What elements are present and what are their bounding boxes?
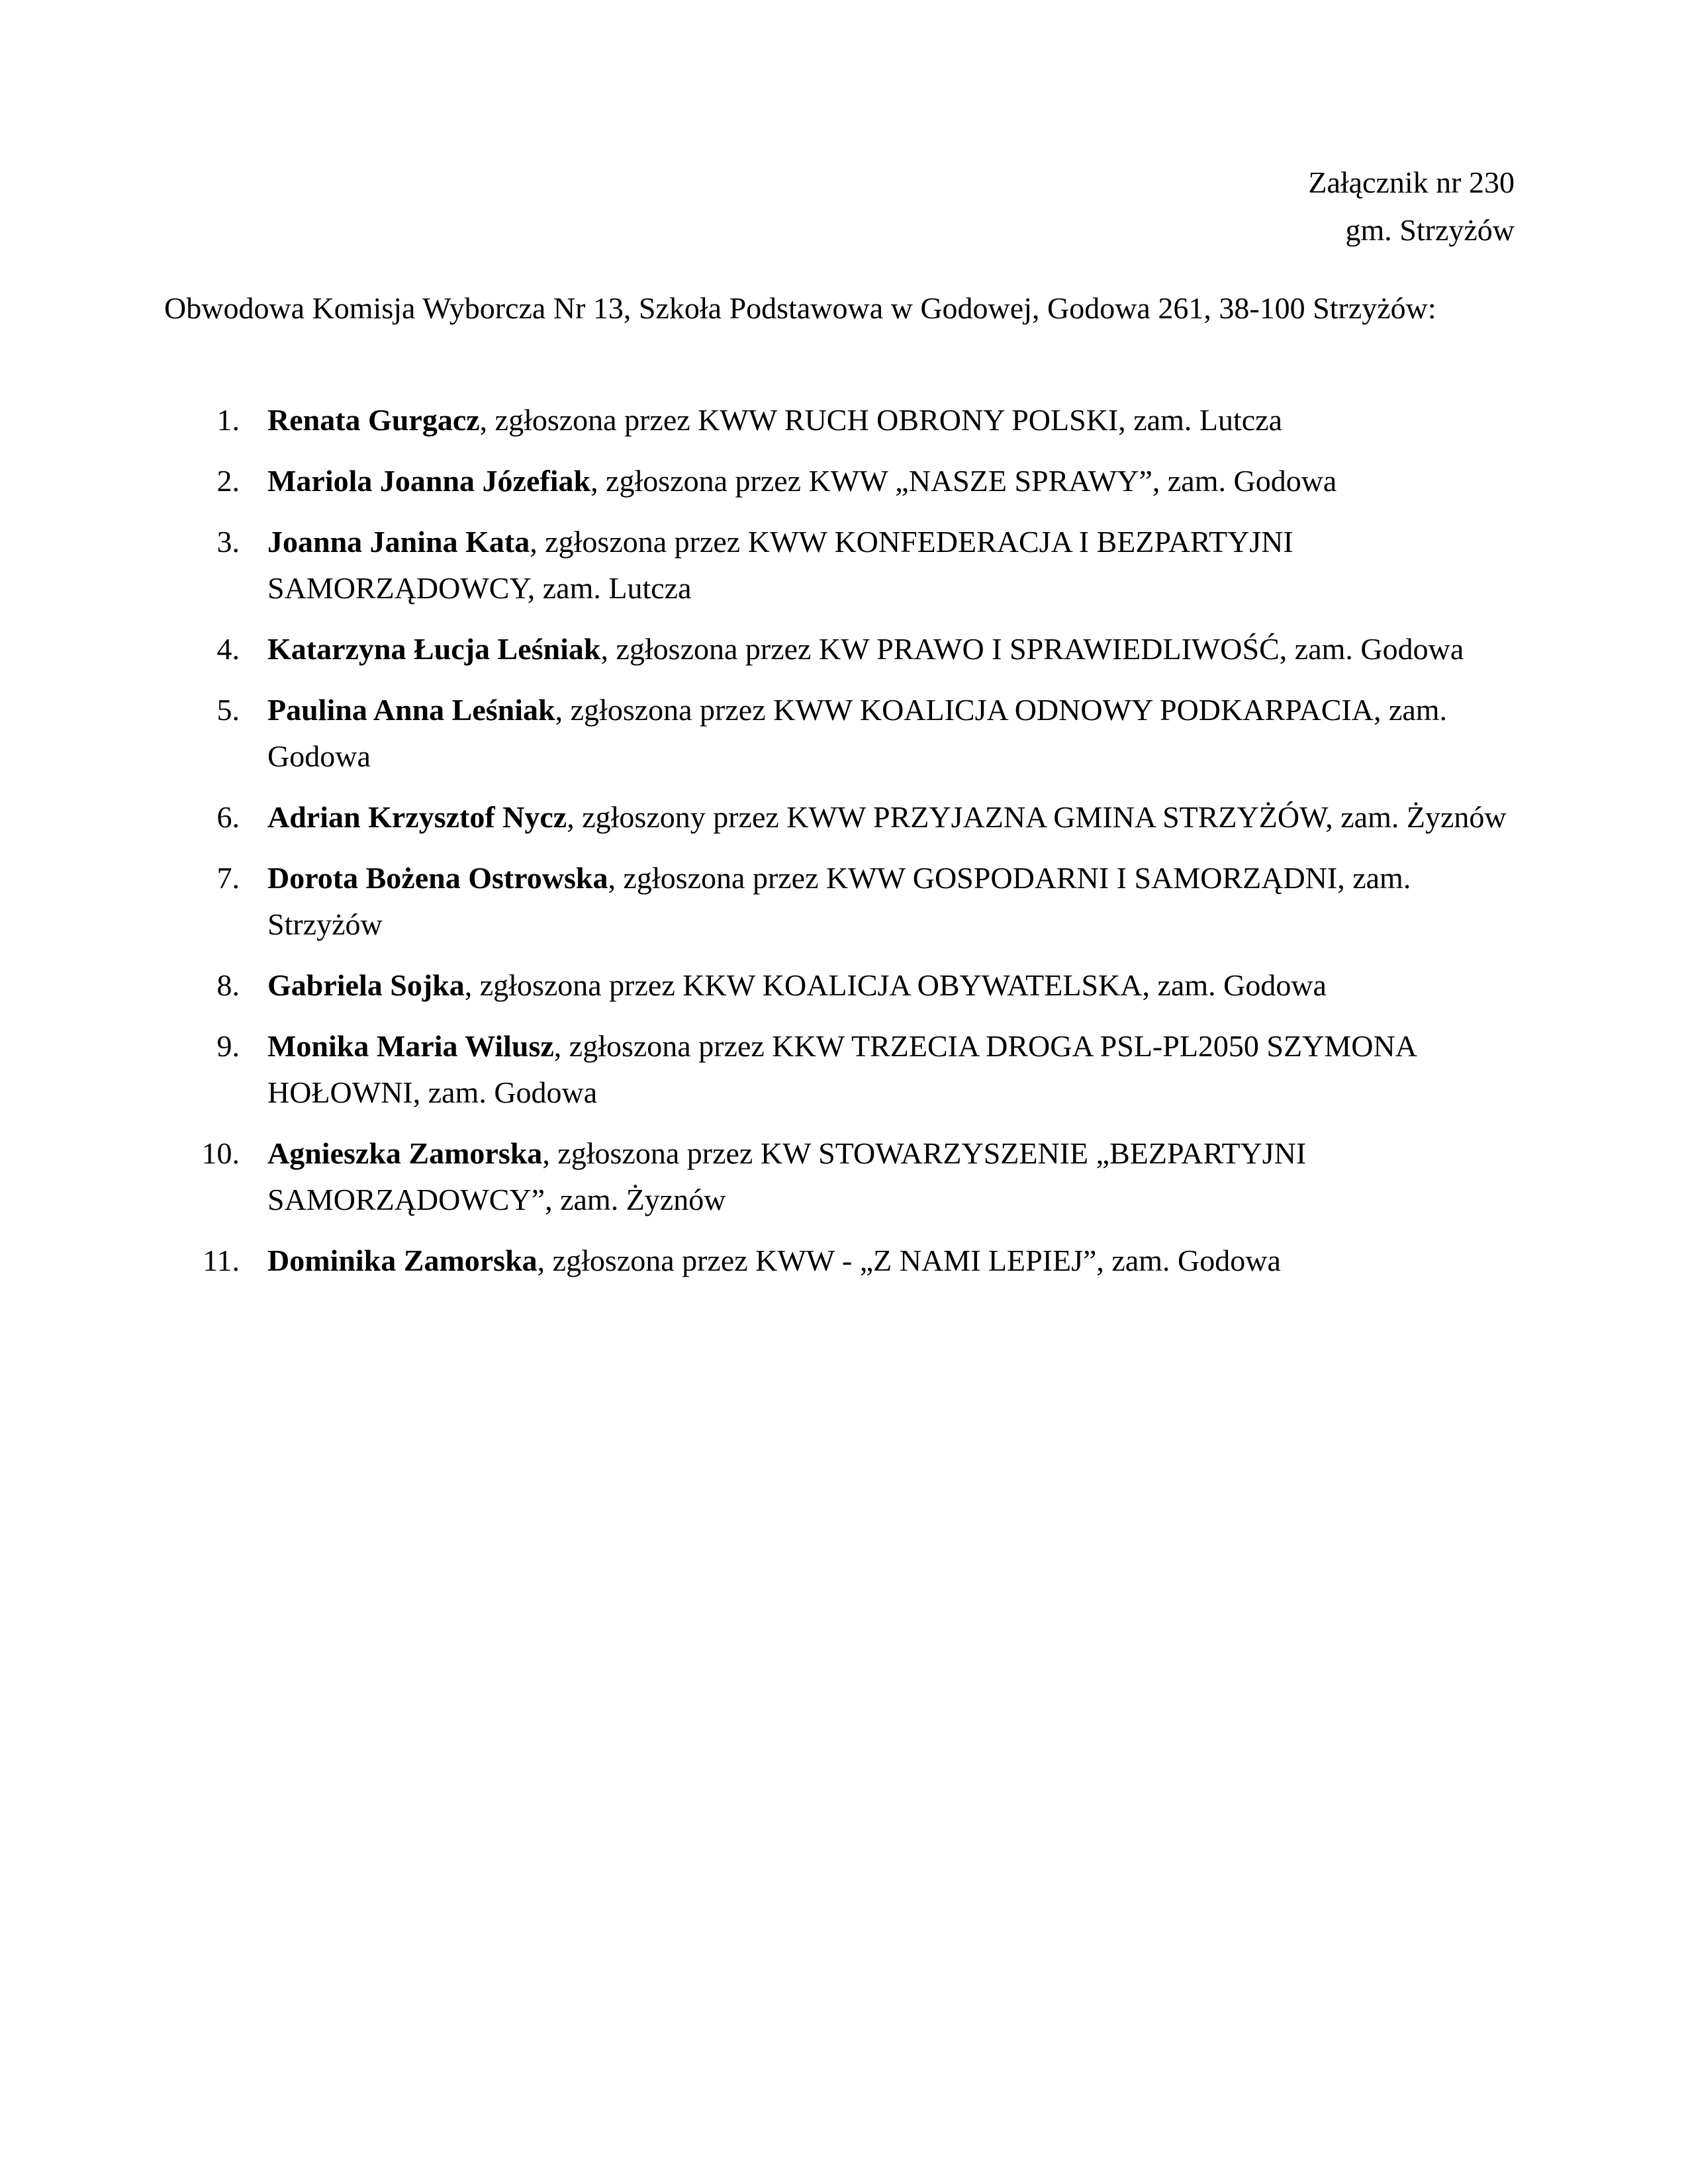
municipality-name: gm. Strzyżów [1345, 213, 1515, 247]
member-item [0, 519, 1688, 612]
member-number: 11. [203, 1244, 240, 1277]
member-number: 2. [216, 464, 240, 498]
member-name: Adrian Krzysztof Nycz [267, 800, 567, 834]
member-text [267, 1130, 1512, 1223]
member-number: 5. [216, 693, 240, 727]
member-list [0, 397, 1688, 1298]
member-item [0, 1238, 1688, 1284]
member-details: , zgłoszona przez KWW „NASZE SPRAWY”, zam. Godowa [590, 464, 1337, 498]
member-text [267, 397, 1512, 443]
member-name: Dorota Bożena Ostrowska [267, 861, 608, 895]
member-text [267, 519, 1512, 612]
member-name: Agnieszka Zamorska [267, 1136, 543, 1170]
member-name: Katarzyna Łucja Leśniak [267, 632, 601, 666]
member-item [0, 855, 1688, 948]
attachment-header [1308, 159, 1515, 254]
attachment-number: Załącznik nr 230 [1308, 165, 1515, 199]
member-text [267, 1023, 1512, 1116]
member-details: , zgłoszona przez KWW - „Z NAMI LEPIEJ”, zam. Godowa [537, 1244, 1281, 1277]
member-number: 9. [216, 1029, 240, 1063]
member-number: 1. [216, 403, 240, 437]
member-item [0, 626, 1688, 672]
member-details: , zgłoszona przez KWW GOSPODARNI I SAMORZĄDNI, zam. Strzyżów [267, 861, 1411, 941]
member-details: , zgłoszona przez KWW KONFEDERACJA I BEZPARTYJNI SAMORZĄDOWCY, zam. Lutcza [267, 525, 1293, 605]
member-number: 3. [216, 525, 240, 559]
member-item [0, 397, 1688, 443]
member-item [0, 794, 1688, 841]
member-number: 7. [216, 861, 240, 895]
member-number: 6. [216, 800, 240, 834]
member-item [0, 458, 1688, 504]
member-text [267, 626, 1512, 672]
member-details: , zgłoszona przez KKW KOALICJA OBYWATELSKA, zam. Godowa [464, 968, 1327, 1002]
commission-title: Obwodowa Komisja Wyborcza Nr 13, Szkoła Podstawowa w Godowej, Godowa 261, 38-100 Strzyżów: [164, 291, 1436, 325]
member-number: 4. [216, 632, 240, 666]
member-details: , zgłoszona przez KW STOWARZYSZENIE „BEZPARTYJNI SAMORZĄDOWCY”, zam. Żyznów [267, 1136, 1307, 1216]
member-details: , zgłoszona przez KWW KOALICJA ODNOWY PODKARPACIA, zam. Godowa [267, 693, 1448, 773]
member-item [0, 962, 1688, 1009]
member-item [0, 1130, 1688, 1223]
member-name: Monika Maria Wilusz [267, 1029, 554, 1063]
member-name: Renata Gurgacz [267, 403, 480, 437]
member-name: Paulina Anna Leśniak [267, 693, 555, 727]
member-number: 8. [216, 968, 240, 1002]
member-item [0, 1023, 1688, 1116]
member-name: Joanna Janina Kata [267, 525, 530, 559]
member-details: , zgłoszona przez KW PRAWO I SPRAWIEDLIWOŚĆ, zam. Godowa [600, 632, 1464, 666]
member-name: Mariola Joanna Józefiak [267, 464, 591, 498]
member-details: , zgłoszona przez KKW TRZECIA DROGA PSL-PL2050 SZYMONA HOŁOWNI, zam. Godowa [267, 1029, 1416, 1109]
member-name: Gabriela Sojka [267, 968, 465, 1002]
member-details: , zgłoszony przez KWW PRZYJAZNA GMINA STRZYŻÓW, zam. Żyznów [567, 800, 1507, 834]
member-text [267, 962, 1512, 1009]
member-text [267, 1238, 1512, 1284]
member-item [0, 687, 1688, 780]
member-text [267, 855, 1512, 948]
member-number: 10. [201, 1136, 240, 1170]
member-text [267, 794, 1512, 841]
member-text [267, 458, 1512, 504]
member-details: , zgłoszona przez KWW RUCH OBRONY POLSKI, zam. Lutcza [479, 403, 1282, 437]
member-name: Dominika Zamorska [267, 1244, 538, 1277]
member-text [267, 687, 1512, 780]
